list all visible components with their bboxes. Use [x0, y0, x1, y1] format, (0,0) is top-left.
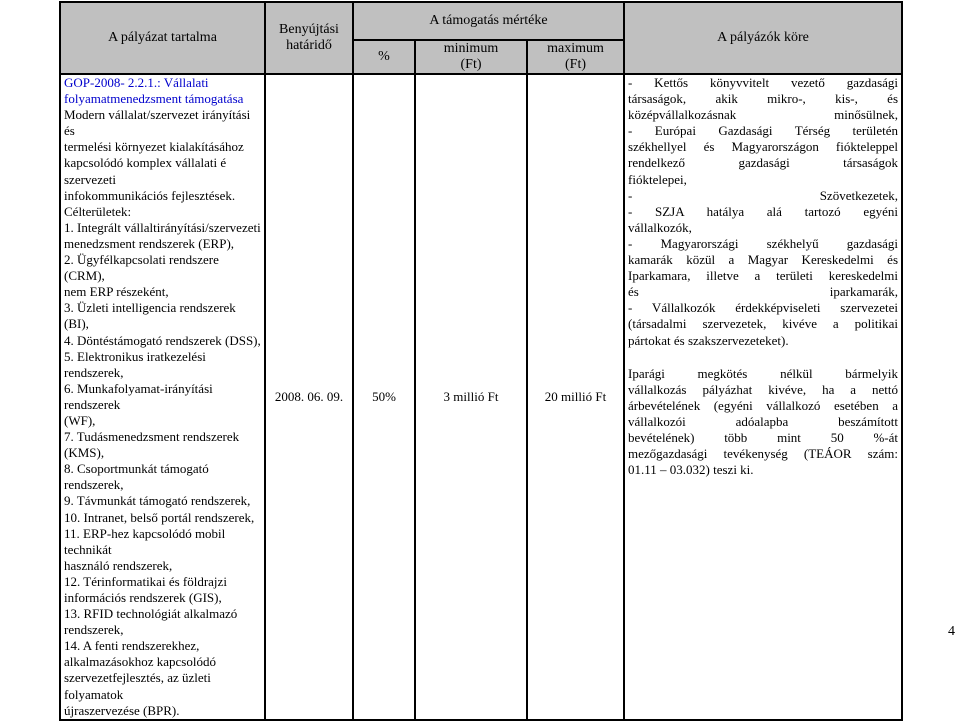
- content-line: 7. Tudásmenedzsment rendszerek (KMS),: [64, 429, 240, 461]
- applicants-line: 01.11 – 03.032) teszi ki.: [628, 462, 754, 478]
- applicants-line: - Szövetkezetek,: [628, 187, 899, 203]
- applicants-line: és iparkamarák,: [628, 284, 899, 300]
- applicants-line: kamarák közül a Magyar Kereskedelmi és: [628, 252, 899, 268]
- content-line: 12. Térinformatikai és földrajzi: [64, 573, 227, 589]
- applicants-line: középvállalkozásnak minősülnek,: [628, 107, 899, 123]
- content-line: 11. ERP-hez kapcsolódó mobil technikát: [64, 525, 226, 557]
- paragraph-gap: [628, 349, 898, 366]
- content-line: használó rendszerek,: [64, 557, 173, 573]
- content-line: 13. RFID technológiát alkalmazó: [64, 606, 238, 622]
- applicants-line: (társadalmi szervezetek, kivéve a politikai: [628, 316, 899, 332]
- content-line: termelési környezet kialakításához: [64, 139, 244, 155]
- applicants-line: - Európai Gazdasági Térség területén: [628, 123, 899, 139]
- applicants-line: Iparági megkötés nélkül bármelyik: [628, 365, 899, 381]
- header-maximum-line2: (Ft): [565, 57, 586, 72]
- content-line: (WF),: [64, 412, 96, 428]
- applicants-eligible-list: [628, 75, 898, 349]
- header-minimum-line1: minimum: [443, 41, 499, 56]
- program-code-line2: folyamatmenedzsment támogatása: [64, 91, 244, 107]
- header-content: A pályázat tartalma: [60, 2, 265, 74]
- content-line: 5. Elektronikus iratkezelési rendszerek,: [64, 348, 206, 380]
- applicants-line: vállalkozók,: [628, 219, 692, 235]
- applicants-line: székhellyel és Magyarországon fiókteleppel: [628, 139, 899, 155]
- applicants-line: rendelkező gazdasági társaságok: [628, 155, 899, 171]
- content-line: 9. Távmunkát támogató rendszerek,: [64, 493, 251, 509]
- content-line: szervezetfejlesztés, az üzleti folyamatok: [64, 670, 211, 702]
- content-description: [64, 107, 261, 719]
- header-percent: %: [353, 40, 415, 74]
- content-line: 8. Csoportmunkát támogató rendszerek,: [64, 461, 209, 493]
- applicants-line: vállalkozás pályázhat kivéve, ha a nettó: [628, 381, 899, 397]
- grant-table: [59, 1, 903, 721]
- header-deadline-line2: határidő: [286, 38, 332, 53]
- applicants-line: pártokat és szakszervezeteket).: [628, 332, 789, 348]
- content-line: kapcsolódó komplex vállalati é szervezeti: [64, 155, 227, 187]
- applicants-line: mezőgazdasági tevékenység (TEÁOR szám:: [628, 446, 899, 462]
- applicants-line: vállalkozói adóalapba beszámított: [628, 413, 899, 429]
- header-minimum: [415, 40, 527, 74]
- header-deadline: [265, 2, 353, 74]
- header-support-group: A támogatás mértéke: [353, 2, 624, 40]
- content-line: nem ERP részeként,: [64, 284, 169, 300]
- applicants-cell: [624, 74, 902, 720]
- deadline-value: 2008. 06. 09.: [265, 74, 353, 720]
- content-line: 3. Üzleti intelligencia rendszerek (BI),: [64, 300, 236, 332]
- applicants-line: - Kettős könyvvitelt vezető gazdasági: [628, 75, 899, 90]
- applicants-restriction: [628, 366, 898, 479]
- content-line: információs rendszerek (GIS),: [64, 590, 222, 605]
- maximum-value: 20 millió Ft: [527, 74, 624, 720]
- applicants-line: Iparkamara, illetve a területi kereskedelmi: [628, 268, 899, 284]
- content-line: 14. A fenti rendszerekhez,: [64, 638, 200, 654]
- content-line: menedzsment rendszerek (ERP),: [64, 235, 235, 251]
- header-deadline-line1: Benyújtási: [279, 22, 339, 37]
- applicants-line: - SZJA hatálya alá tartozó egyéni: [628, 203, 899, 219]
- header-applicants: A pályázók köre: [624, 2, 902, 74]
- header-maximum-line1: maximum: [547, 41, 604, 56]
- content-line: Modern vállalat/szervezet irányítási és: [64, 107, 251, 139]
- content-line: alkalmazásokhoz kapcsolódó: [64, 654, 216, 670]
- percent-value: 50%: [353, 74, 415, 720]
- applicants-line: bevételének) több mint 50 %-át: [628, 429, 899, 445]
- header-maximum: [527, 40, 624, 74]
- content-line: 10. Intranet, belső portál rendszerek,: [64, 509, 255, 525]
- content-line: 4. Döntéstámogató rendszerek (DSS),: [64, 332, 261, 348]
- minimum-value: 3 millió Ft: [415, 74, 527, 720]
- content-line: 2. Ügyfélkapcsolati rendszere (CRM),: [64, 252, 219, 284]
- content-cell: [60, 74, 265, 720]
- applicants-line: társaságok, akik mikro-, kis-, és: [628, 91, 899, 107]
- header-minimum-line2: (Ft): [460, 57, 482, 72]
- applicants-line: árbevételének (egyéni vállalkozó esetében a: [628, 397, 899, 413]
- content-line: infokommunikációs fejlesztések.: [64, 187, 236, 203]
- content-line: 6. Munkafolyamat-irányítási rendszerek: [64, 380, 213, 412]
- applicants-line: fióktelepei,: [628, 171, 687, 187]
- applicants-line: - Vállalkozók érdekképviseleti szervezetei: [628, 300, 899, 316]
- content-line: 1. Integrált vállaltirányítási/szervezeti: [64, 219, 261, 235]
- applicants-line: - Magyarországi székhelyű gazdasági: [628, 235, 899, 251]
- page-number: 4: [948, 624, 955, 639]
- content-line: újraszervezése (BPR).: [64, 702, 180, 718]
- content-line: rendszerek,: [64, 622, 124, 638]
- program-code-line1: GOP-2008- 2.2.1.: Vállalati: [64, 75, 209, 90]
- content-line: Célterületek:: [64, 203, 132, 219]
